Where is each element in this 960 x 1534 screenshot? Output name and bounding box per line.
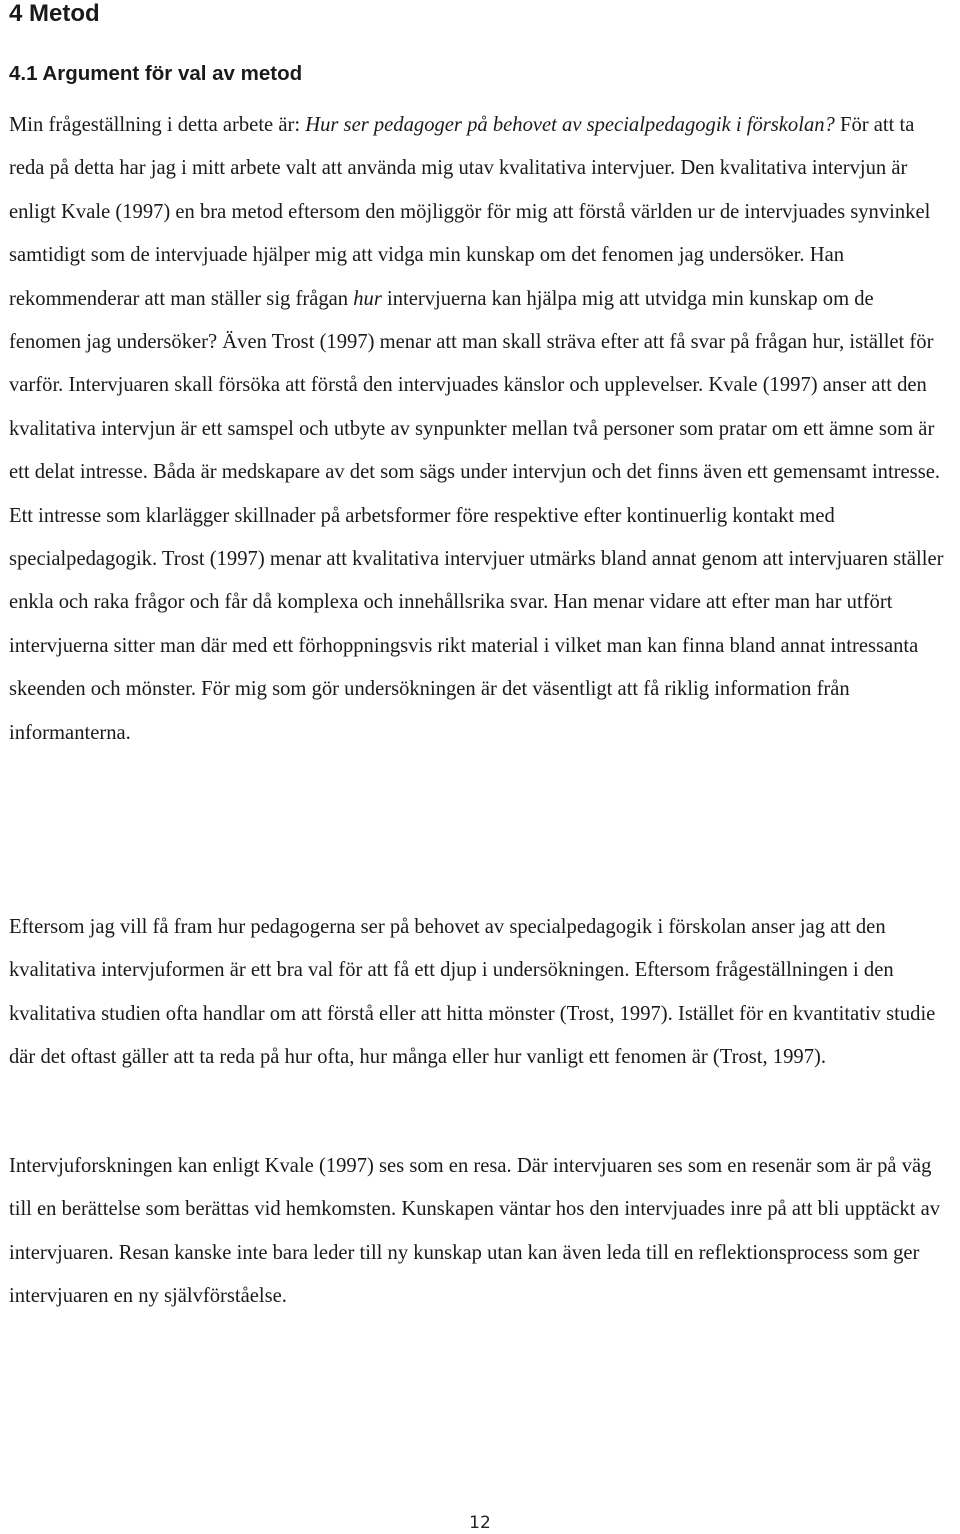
paragraph1-rest: intervjuerna kan hjälpa mig att utvidga min kunskap om de fenomen jag undersöker? Även Trost (1997) menar att man skall sträva efter att få svar på frågan hur, istället för varför. Intervjuaren skall försöka att förstå den intervjuades känslor och upplevelser. Kvale (1997) anser att den kvalitativa intervjun är ett samspel och utbyte av synpunkter mellan två personer som pratar om ett ämne som är ett delat intresse. Båda är medskapare av det som sägs under intervjun och det finns även ett gemensamt intresse. Ett intresse som klarlägger skillnader på arbetsformer före respektive efter kontinuerlig kontakt med specialpedagogik. Trost (1997) menar att kvalitativa intervjuer utmärks bland annat genom att intervjuaren ställer enkla och raka frågor och får då komplexa och innehållsrika svar. Han menar vidare att efter man har utfört intervjuerna sitter man där med ett förhoppningsvis rikt material i vilket man kan finna bland annat intressanta skeenden och mönster. För mig som gör undersökningen är det väsentligt att få riklig information från informanterna.: [9, 287, 944, 744]
paragraph-method-argument: [9, 104, 949, 755]
paragraph-interview-journey: Intervjuforskningen kan enligt Kvale (1997) ses som en resa. Där intervjuaren ses som en resenär som är på väg till en berättelse som berättas vid hemkomsten. Kunskapen väntar hos den intervjuades inre på att bli upptäckt av intervjuaren. Resan kanske inte bara leder till ny kunskap utan kan även leda till en reflektionsprocess som ger intervjuaren en ny självförståelse.: [9, 1155, 941, 1308]
paragraph1-after-question: För att ta reda på detta har jag i mitt arbete valt att använda mig utav kvalitativa intervjuer. Den kvalitativa intervjun är enligt Kvale (1997) en bra metod eftersom den möjliggör för mig att förstå världen ur de intervjuades synvinkel samtidigt som de intervjuade hjälper mig att vidga min kunskap om det fenomen jag undersöker. Han rekommenderar att man ställer sig frågan: [9, 114, 931, 310]
emphasis-hur: hur: [353, 287, 382, 310]
paragraph-qualitative-choice: Eftersom jag vill få fram hur pedagogerna ser på behovet av specialpedagogik i förskolan anser jag att den kvalitativa intervjuformen är ett bra val för att få ett djup i undersökningen. Eftersom frågeställningen i den kvalitativa studien ofta handlar om att förstå eller att hitta mönster (Trost, 1997). Istället för en kvantitativ studie där det oftast gäller att ta reda på hur ofta, hur många eller hur vanligt ett fenomen är (Trost, 1997).: [9, 916, 936, 1069]
chapter-heading: 4 Metod: [9, 0, 100, 27]
research-question: Hur ser pedagoger på behovet av specialpedagogik i förskolan?: [305, 114, 835, 136]
paragraph1-lead: Min frågeställning i detta arbete är:: [9, 114, 306, 136]
section-heading: 4.1 Argument för val av metod: [9, 62, 303, 85]
page-number: 12: [469, 1513, 491, 1533]
